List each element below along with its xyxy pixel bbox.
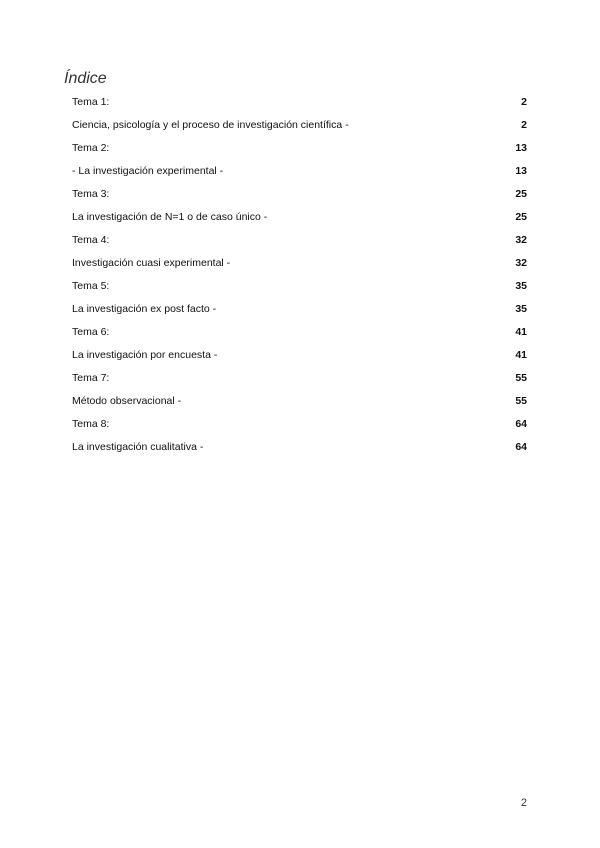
- toc-entry-label: La investigación por encuesta -: [72, 349, 218, 361]
- toc-entry-label: - La investigación experimental -: [72, 165, 224, 177]
- page-number: 2: [520, 797, 527, 809]
- toc-entry-label: La investigación ex post facto -: [72, 303, 217, 315]
- toc-entry-page: 32: [515, 257, 527, 269]
- toc-entry-page: 32: [515, 234, 527, 246]
- toc-entry[interactable]: [72, 303, 527, 326]
- toc-entry-label: Ciencia, psicología y el proceso de investigación científica -: [72, 119, 349, 131]
- toc-entry[interactable]: [72, 142, 527, 165]
- toc-entry-page: 55: [515, 372, 527, 384]
- toc-entry-page: 64: [515, 441, 527, 453]
- toc-entry-page: 25: [515, 188, 527, 200]
- toc-entry-page: 25: [515, 211, 527, 223]
- toc-entry-page: 41: [515, 326, 527, 338]
- toc-entry[interactable]: [72, 188, 527, 211]
- toc-entry[interactable]: [72, 372, 527, 395]
- toc-entry-page: 41: [515, 349, 527, 361]
- toc-entry-label: Tema 1:: [72, 96, 110, 108]
- toc-entry[interactable]: [72, 441, 527, 464]
- toc-entry-label: La investigación cualitativa -: [72, 441, 204, 453]
- toc-entry-label: Investigación cuasi experimental -: [72, 257, 231, 269]
- toc-entry[interactable]: [72, 211, 527, 234]
- toc-entry[interactable]: [72, 257, 527, 280]
- toc-entry-page: 2: [521, 96, 527, 108]
- toc-entry-page: 2: [521, 119, 527, 131]
- toc-entry-label: Método observacional -: [72, 395, 182, 407]
- toc-entry[interactable]: [72, 349, 527, 372]
- toc-entry-label: Tema 4:: [72, 234, 110, 246]
- toc-list: [72, 96, 527, 464]
- toc-entry-page: 55: [515, 395, 527, 407]
- toc-entry-page: 35: [515, 303, 527, 315]
- toc-entry[interactable]: [72, 96, 527, 119]
- toc-entry-page: 13: [515, 142, 527, 154]
- toc-entry[interactable]: [72, 418, 527, 441]
- toc-entry[interactable]: [72, 395, 527, 418]
- toc-entry-label: Tema 3:: [72, 188, 110, 200]
- toc-entry-page: 35: [515, 280, 527, 292]
- toc-entry-label: Tema 8:: [72, 418, 110, 430]
- toc-entry[interactable]: [72, 165, 527, 188]
- toc-entry-label: Tema 6:: [72, 326, 110, 338]
- toc-entry-label: La investigación de N=1 o de caso único -: [72, 211, 268, 223]
- toc-entry-label: Tema 7:: [72, 372, 110, 384]
- toc-entry-label: Tema 5:: [72, 280, 110, 292]
- toc-entry-page: 64: [515, 418, 527, 430]
- toc-entry-label: Tema 2:: [72, 142, 110, 154]
- toc-entry-page: 13: [515, 165, 527, 177]
- toc-entry[interactable]: [72, 234, 527, 257]
- toc-title: Índice: [64, 70, 107, 87]
- toc-entry[interactable]: [72, 326, 527, 349]
- toc-entry[interactable]: [72, 280, 527, 303]
- toc-entry[interactable]: [72, 119, 527, 142]
